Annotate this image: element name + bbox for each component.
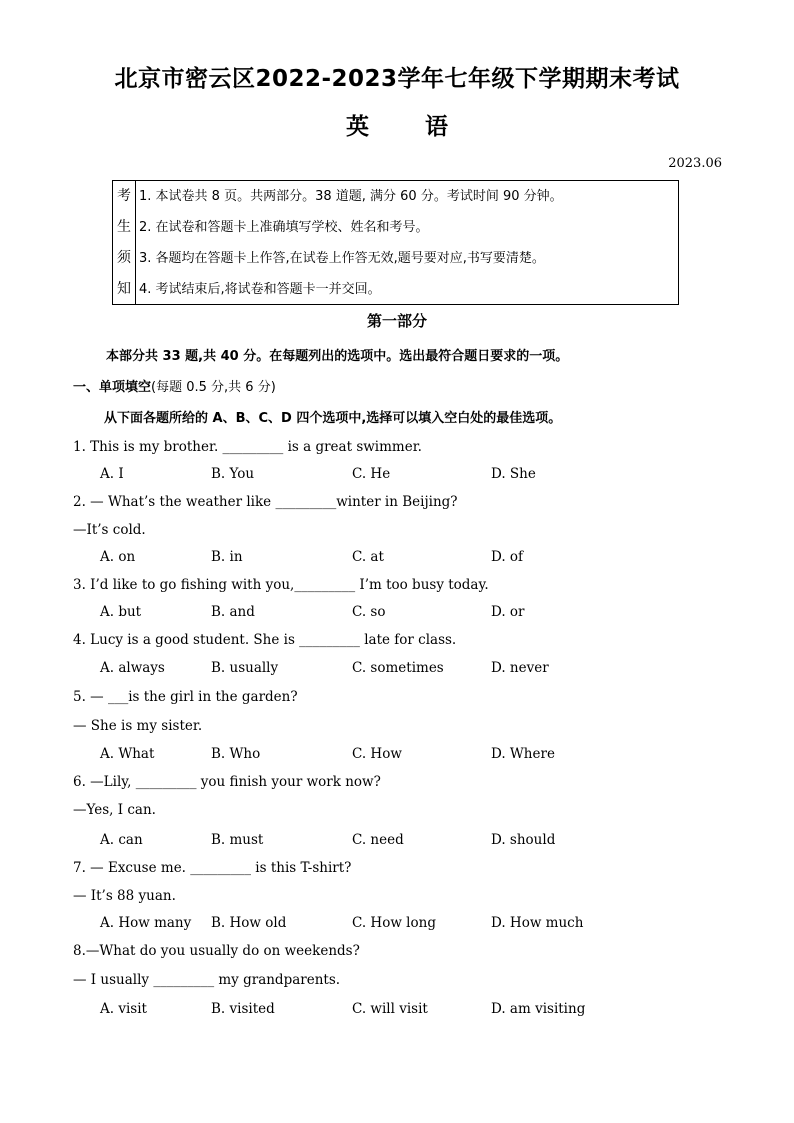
section-one-instruction: 从下面各题所给的 A、B、C、D 四个选项中,选择可以填入空白处的最佳选项。	[104, 411, 562, 426]
option-d: D. never	[491, 660, 549, 676]
option-d: D. or	[491, 604, 525, 620]
option-c: C. will visit	[352, 1001, 428, 1017]
option-d: D. should	[491, 832, 556, 848]
option-b: B. in	[211, 549, 243, 565]
part-one-title: 第一部分	[366, 312, 427, 330]
question-stem: 6. —Lily, _________ you finish your work now?	[73, 774, 381, 790]
question-stem: 1. This is my brother. _________ is a great swimmer.	[73, 439, 422, 455]
notice-item: 1. 本试卷共 8 页。共两部分。38 道题, 满分 60 分。考试时间 90 分钟。	[139, 189, 563, 204]
option-c: C. How long	[352, 915, 436, 931]
option-c: C. How	[352, 746, 402, 762]
option-a: A. but	[100, 604, 142, 620]
notice-label-column	[113, 181, 136, 304]
option-a: A. always	[100, 660, 165, 676]
option-b: B. You	[211, 466, 255, 482]
option-a: A. can	[100, 832, 143, 848]
exam-notice-box	[112, 180, 679, 305]
notice-item: 3. 各题均在答题卡上作答,在试卷上作答无效,题号要对应,书写要清楚。	[139, 251, 545, 266]
notice-item: 2. 在试卷和答题卡上准确填写学校、姓名和考号。	[139, 220, 429, 235]
question-answer-line: — She is my sister.	[73, 718, 203, 734]
option-a: A. I	[100, 466, 124, 482]
question-stem: 5. — ___is the girl in the garden?	[73, 689, 298, 705]
option-c: C. so	[352, 604, 386, 620]
question-answer-line: — I usually _________ my grandparents.	[73, 972, 341, 988]
option-b: B. visited	[211, 1001, 275, 1017]
section-one-score: (每题 0.5 分,共 6 分)	[151, 380, 276, 395]
option-c: C. He	[352, 466, 391, 482]
question-answer-line: — It’s 88 yuan.	[73, 888, 176, 904]
question-stem: 3. I’d like to go fishing with you,_________ I’m too busy today.	[73, 577, 489, 593]
notice-items	[136, 181, 678, 304]
option-c: C. need	[352, 832, 404, 848]
notice-label-char: 考	[117, 188, 131, 204]
section-one-title	[73, 376, 276, 395]
option-c: C. sometimes	[352, 660, 444, 676]
option-d: D. Where	[491, 746, 555, 762]
option-b: B. Who	[211, 746, 261, 762]
part-one-intro: 本部分共 33 题,共 40 分。在每题列出的选项中。选出最符合题日要求的一项。	[106, 349, 569, 364]
question-answer-line: —It’s cold.	[73, 522, 146, 538]
option-a: A. What	[100, 746, 155, 762]
section-one-heading: 一、单项填空	[73, 380, 152, 395]
option-d: D. She	[491, 466, 536, 482]
question-stem: 4. Lucy is a good student. She is _________ late for class.	[73, 632, 457, 648]
option-a: A. How many	[100, 915, 192, 931]
exam-date: 2023.06	[668, 156, 722, 171]
exam-subject: 英 语	[345, 114, 448, 140]
option-d: D. of	[491, 549, 524, 565]
option-b: B. How old	[211, 915, 287, 931]
exam-title: 北京市密云区2022-2023学年七年级下学期期末考试	[114, 66, 680, 92]
notice-label-char: 生	[117, 219, 131, 235]
option-d: D. How much	[491, 915, 584, 931]
notice-item: 4. 考试结束后,将试卷和答题卡一并交回。	[139, 282, 381, 297]
option-b: B. must	[211, 832, 264, 848]
notice-label-char: 须	[117, 250, 131, 266]
option-d: D. am visiting	[491, 1001, 586, 1017]
option-b: B. usually	[211, 660, 279, 676]
question-stem: 2. — What’s the weather like _________winter in Beijing?	[73, 494, 458, 510]
option-a: A. visit	[100, 1001, 147, 1017]
question-answer-line: —Yes, I can.	[73, 802, 156, 818]
option-a: A. on	[100, 549, 136, 565]
question-stem: 8.—What do you usually do on weekends?	[73, 943, 360, 959]
option-b: B. and	[211, 604, 255, 620]
option-c: C. at	[352, 549, 384, 565]
question-stem: 7. — Excuse me. _________ is this T-shirt?	[73, 860, 352, 876]
notice-label-char: 知	[117, 281, 131, 297]
